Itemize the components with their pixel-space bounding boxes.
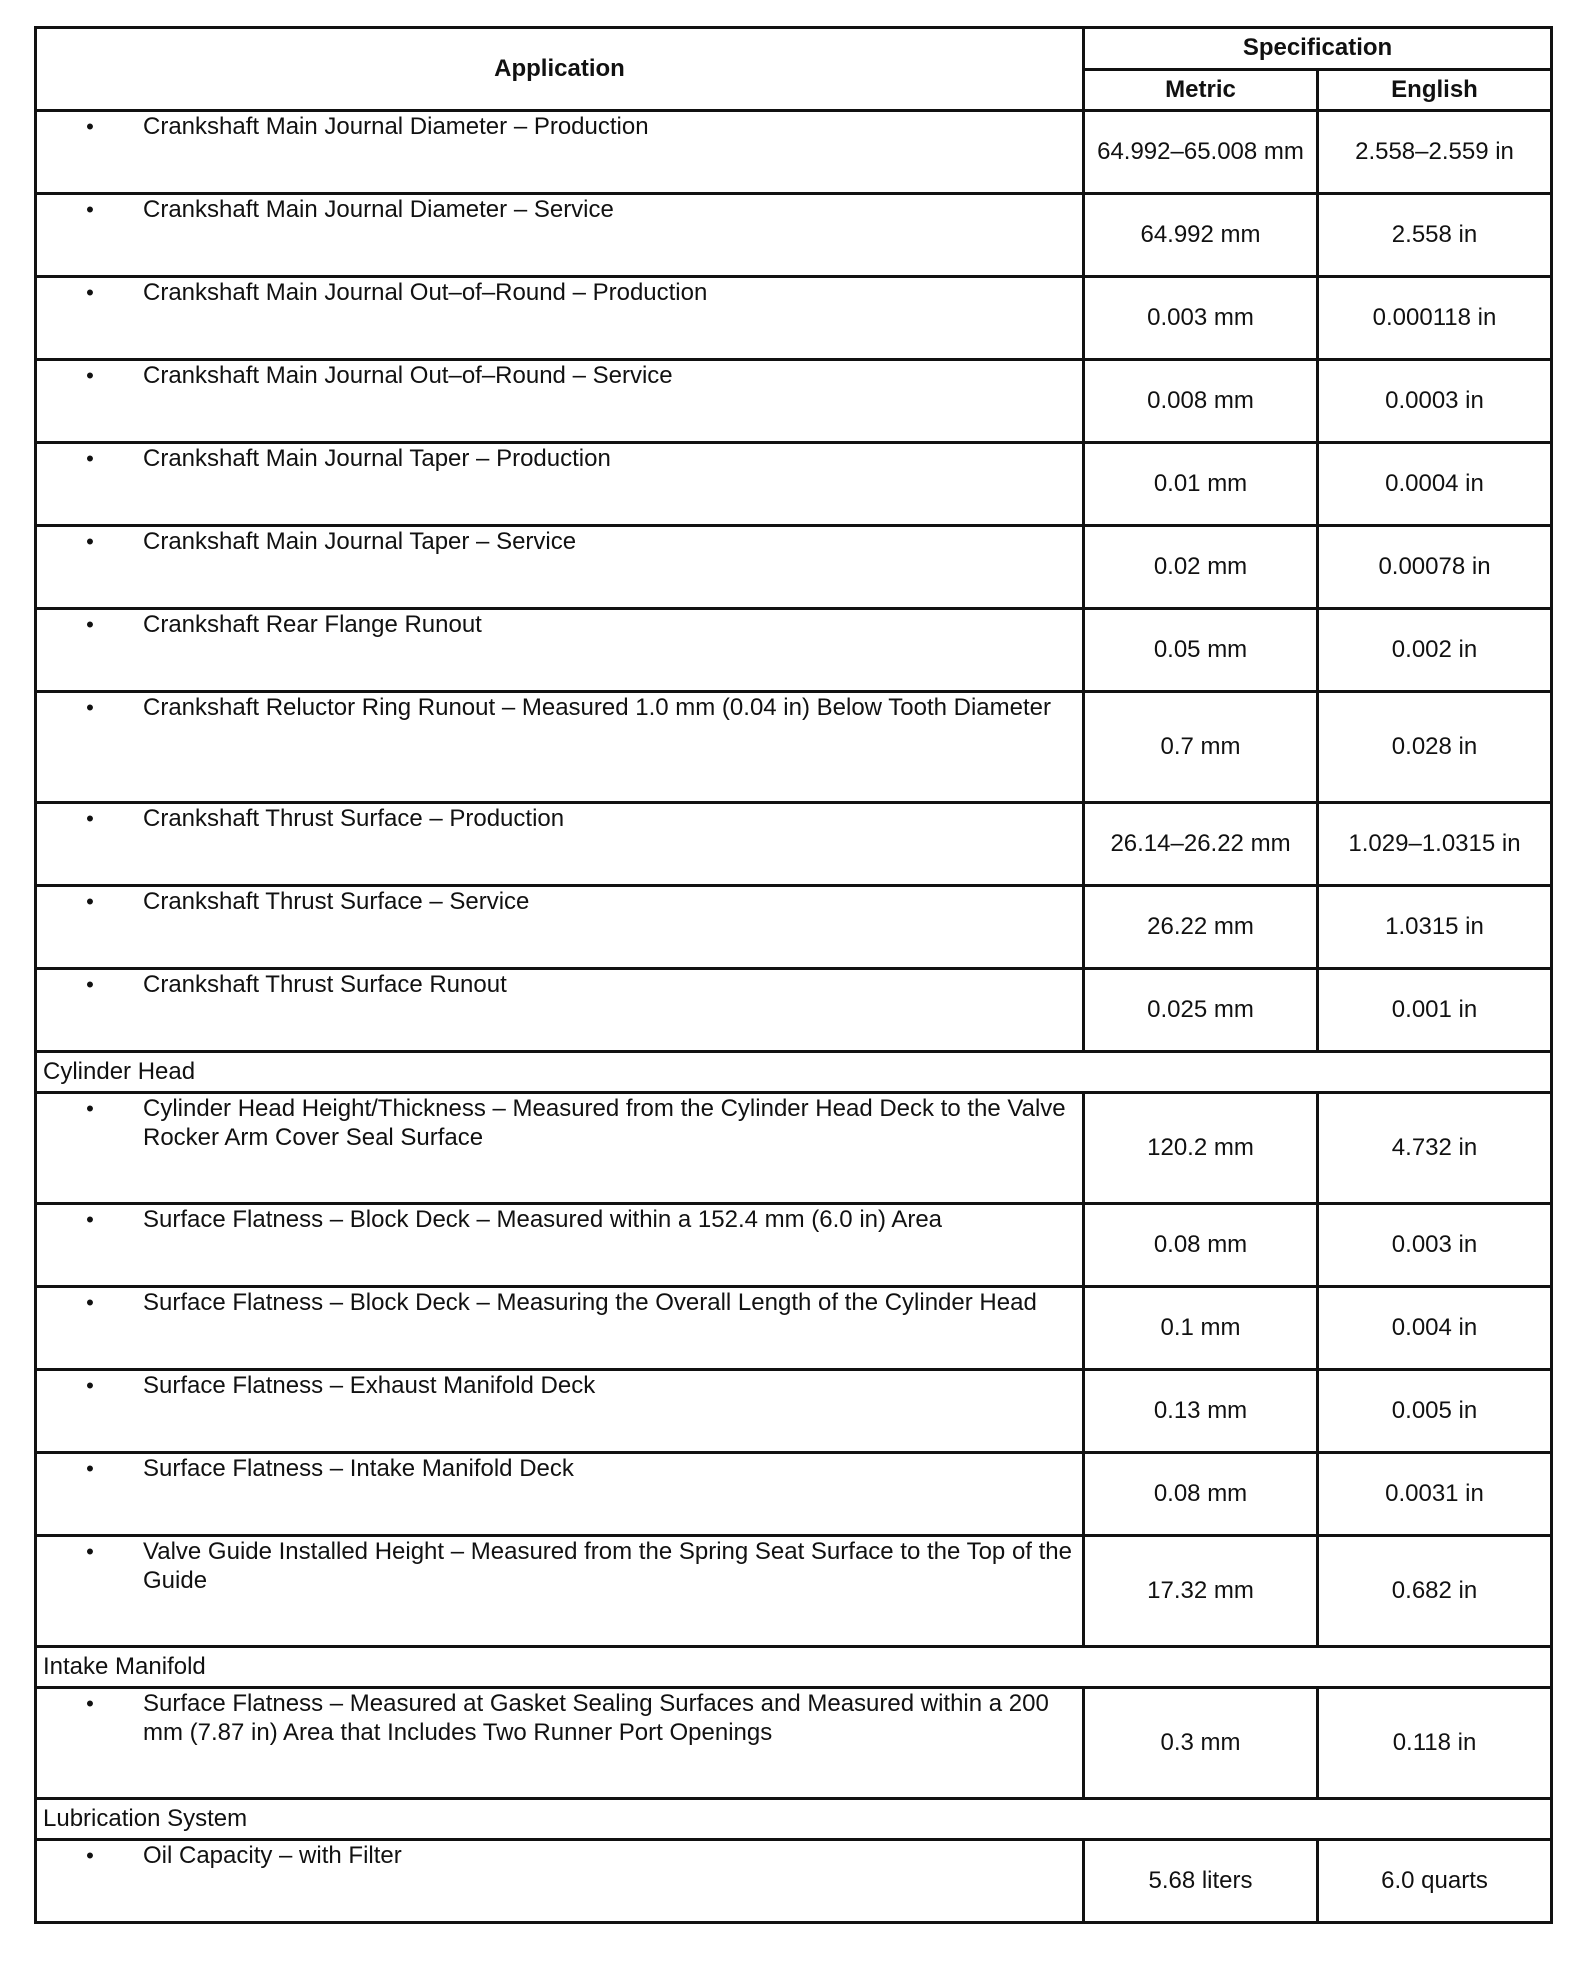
application-text: Surface Flatness – Intake Manifold Deck [143, 1455, 574, 1482]
table-row [36, 609, 1552, 692]
table-row [36, 360, 1552, 443]
bullet-icon: • [86, 1207, 94, 1232]
metric-value: 0.08 mm [1084, 1453, 1318, 1536]
english-value: 0.001 in [1318, 969, 1552, 1052]
bullet-icon: • [86, 695, 94, 720]
application-cell [36, 886, 1084, 969]
application-cell [36, 1093, 1084, 1204]
bullet-icon: • [86, 1539, 94, 1564]
metric-value: 0.08 mm [1084, 1204, 1318, 1287]
section-row [36, 1647, 1552, 1688]
english-value: 0.028 in [1318, 692, 1552, 803]
table-row [36, 1287, 1552, 1370]
metric-value: 26.14–26.22 mm [1084, 803, 1318, 886]
bullet-icon: • [86, 197, 94, 222]
metric-value: 0.7 mm [1084, 692, 1318, 803]
application-text: Crankshaft Main Journal Taper – Production [143, 445, 611, 472]
english-value: 0.00078 in [1318, 526, 1552, 609]
table-row [36, 886, 1552, 969]
application-text: Surface Flatness – Exhaust Manifold Deck [143, 1372, 596, 1399]
application-cell [36, 609, 1084, 692]
application-cell [36, 969, 1084, 1052]
english-value: 0.005 in [1318, 1370, 1552, 1453]
bullet-icon: • [86, 972, 94, 997]
table-row [36, 969, 1552, 1052]
english-value: 0.004 in [1318, 1287, 1552, 1370]
bullet-icon: • [86, 1096, 94, 1121]
bullet-icon: • [86, 612, 94, 637]
metric-value: 26.22 mm [1084, 886, 1318, 969]
metric-value: 0.1 mm [1084, 1287, 1318, 1370]
english-value: 6.0 quarts [1318, 1840, 1552, 1923]
application-cell [36, 1536, 1084, 1647]
table-row [36, 1840, 1552, 1923]
table-row [36, 1453, 1552, 1536]
application-text: Oil Capacity – with Filter [143, 1842, 402, 1869]
application-cell [36, 526, 1084, 609]
english-value: 0.002 in [1318, 609, 1552, 692]
english-value: 0.000118 in [1318, 277, 1552, 360]
english-value: 2.558 in [1318, 194, 1552, 277]
english-value: 0.0003 in [1318, 360, 1552, 443]
application-text: Cylinder Head Height/Thickness – Measured from the Cylinder Head Deck to the Valve Rocker Arm Cover Seal Surface [143, 1095, 1066, 1151]
bullet-icon: • [86, 1691, 94, 1716]
application-header: Application [36, 28, 1084, 111]
application-cell [36, 1204, 1084, 1287]
metric-value: 17.32 mm [1084, 1536, 1318, 1647]
application-cell [36, 1287, 1084, 1370]
english-value: 2.558–2.559 in [1318, 111, 1552, 194]
table-row [36, 111, 1552, 194]
application-cell [36, 111, 1084, 194]
bullet-icon: • [86, 529, 94, 554]
metric-value: 0.05 mm [1084, 609, 1318, 692]
application-text: Valve Guide Installed Height – Measured from the Spring Seat Surface to the Top of the Guide [143, 1538, 1072, 1594]
english-value: 0.0031 in [1318, 1453, 1552, 1536]
bullet-icon: • [86, 1290, 94, 1315]
application-text: Crankshaft Main Journal Diameter – Production [143, 113, 649, 140]
bullet-icon: • [86, 889, 94, 914]
table-row [36, 443, 1552, 526]
section-title: Intake Manifold [36, 1647, 1552, 1688]
english-value: 4.732 in [1318, 1093, 1552, 1204]
application-cell [36, 1453, 1084, 1536]
bullet-icon: • [86, 363, 94, 388]
application-cell [36, 803, 1084, 886]
metric-value: 64.992 mm [1084, 194, 1318, 277]
bullet-icon: • [86, 1843, 94, 1868]
english-value: 1.029–1.0315 in [1318, 803, 1552, 886]
table-row [36, 277, 1552, 360]
application-cell [36, 443, 1084, 526]
table-row [36, 803, 1552, 886]
english-value: 0.0004 in [1318, 443, 1552, 526]
application-text: Surface Flatness – Block Deck – Measuring the Overall Length of the Cylinder Head [143, 1289, 1037, 1316]
english-value: 0.682 in [1318, 1536, 1552, 1647]
application-text: Crankshaft Rear Flange Runout [143, 611, 482, 638]
application-text: Crankshaft Main Journal Diameter – Service [143, 196, 614, 223]
metric-value: 0.003 mm [1084, 277, 1318, 360]
bullet-icon: • [86, 280, 94, 305]
application-text: Crankshaft Thrust Surface – Production [143, 805, 565, 832]
application-cell [36, 1370, 1084, 1453]
english-value: 0.118 in [1318, 1688, 1552, 1799]
metric-header: Metric [1084, 69, 1318, 111]
application-cell [36, 360, 1084, 443]
table-row [36, 1688, 1552, 1799]
english-value: 1.0315 in [1318, 886, 1552, 969]
specification-header: Specification [1084, 28, 1552, 70]
application-text: Crankshaft Main Journal Taper – Service [143, 528, 577, 555]
application-cell [36, 277, 1084, 360]
table-row [36, 692, 1552, 803]
application-text: Crankshaft Main Journal Out–of–Round – Service [143, 362, 673, 389]
bullet-icon: • [86, 446, 94, 471]
section-row [36, 1052, 1552, 1093]
application-text: Crankshaft Reluctor Ring Runout – Measured 1.0 mm (0.04 in) Below Tooth Diameter [143, 694, 1051, 721]
application-cell [36, 194, 1084, 277]
english-value: 0.003 in [1318, 1204, 1552, 1287]
section-row [36, 1799, 1552, 1840]
application-cell [36, 1688, 1084, 1799]
metric-value: 0.3 mm [1084, 1688, 1318, 1799]
metric-value: 0.13 mm [1084, 1370, 1318, 1453]
metric-value: 0.025 mm [1084, 969, 1318, 1052]
metric-value: 120.2 mm [1084, 1093, 1318, 1204]
table-row [36, 194, 1552, 277]
bullet-icon: • [86, 806, 94, 831]
specification-table [34, 26, 1553, 1924]
table-row [36, 1204, 1552, 1287]
metric-value: 64.992–65.008 mm [1084, 111, 1318, 194]
application-text: Surface Flatness – Block Deck – Measured within a 152.4 mm (6.0 in) Area [143, 1206, 943, 1233]
metric-value: 0.008 mm [1084, 360, 1318, 443]
metric-value: 0.02 mm [1084, 526, 1318, 609]
table-body [36, 111, 1552, 1923]
section-title: Lubrication System [36, 1799, 1552, 1840]
bullet-icon: • [86, 1456, 94, 1481]
english-header: English [1318, 69, 1552, 111]
application-text: Crankshaft Main Journal Out–of–Round – Production [143, 279, 708, 306]
application-text: Crankshaft Thrust Surface – Service [143, 888, 530, 915]
bullet-icon: • [86, 114, 94, 139]
table-row [36, 1370, 1552, 1453]
metric-value: 0.01 mm [1084, 443, 1318, 526]
application-cell [36, 692, 1084, 803]
section-title: Cylinder Head [36, 1052, 1552, 1093]
application-cell [36, 1840, 1084, 1923]
application-text: Crankshaft Thrust Surface Runout [143, 971, 507, 998]
application-text: Surface Flatness – Measured at Gasket Sealing Surfaces and Measured within a 200 mm (7.87 in) Area that Includes Two Runner Port Openings [143, 1690, 1049, 1746]
bullet-icon: • [86, 1373, 94, 1398]
table-row [36, 1536, 1552, 1647]
metric-value: 5.68 liters [1084, 1840, 1318, 1923]
table-row [36, 526, 1552, 609]
table-row [36, 1093, 1552, 1204]
